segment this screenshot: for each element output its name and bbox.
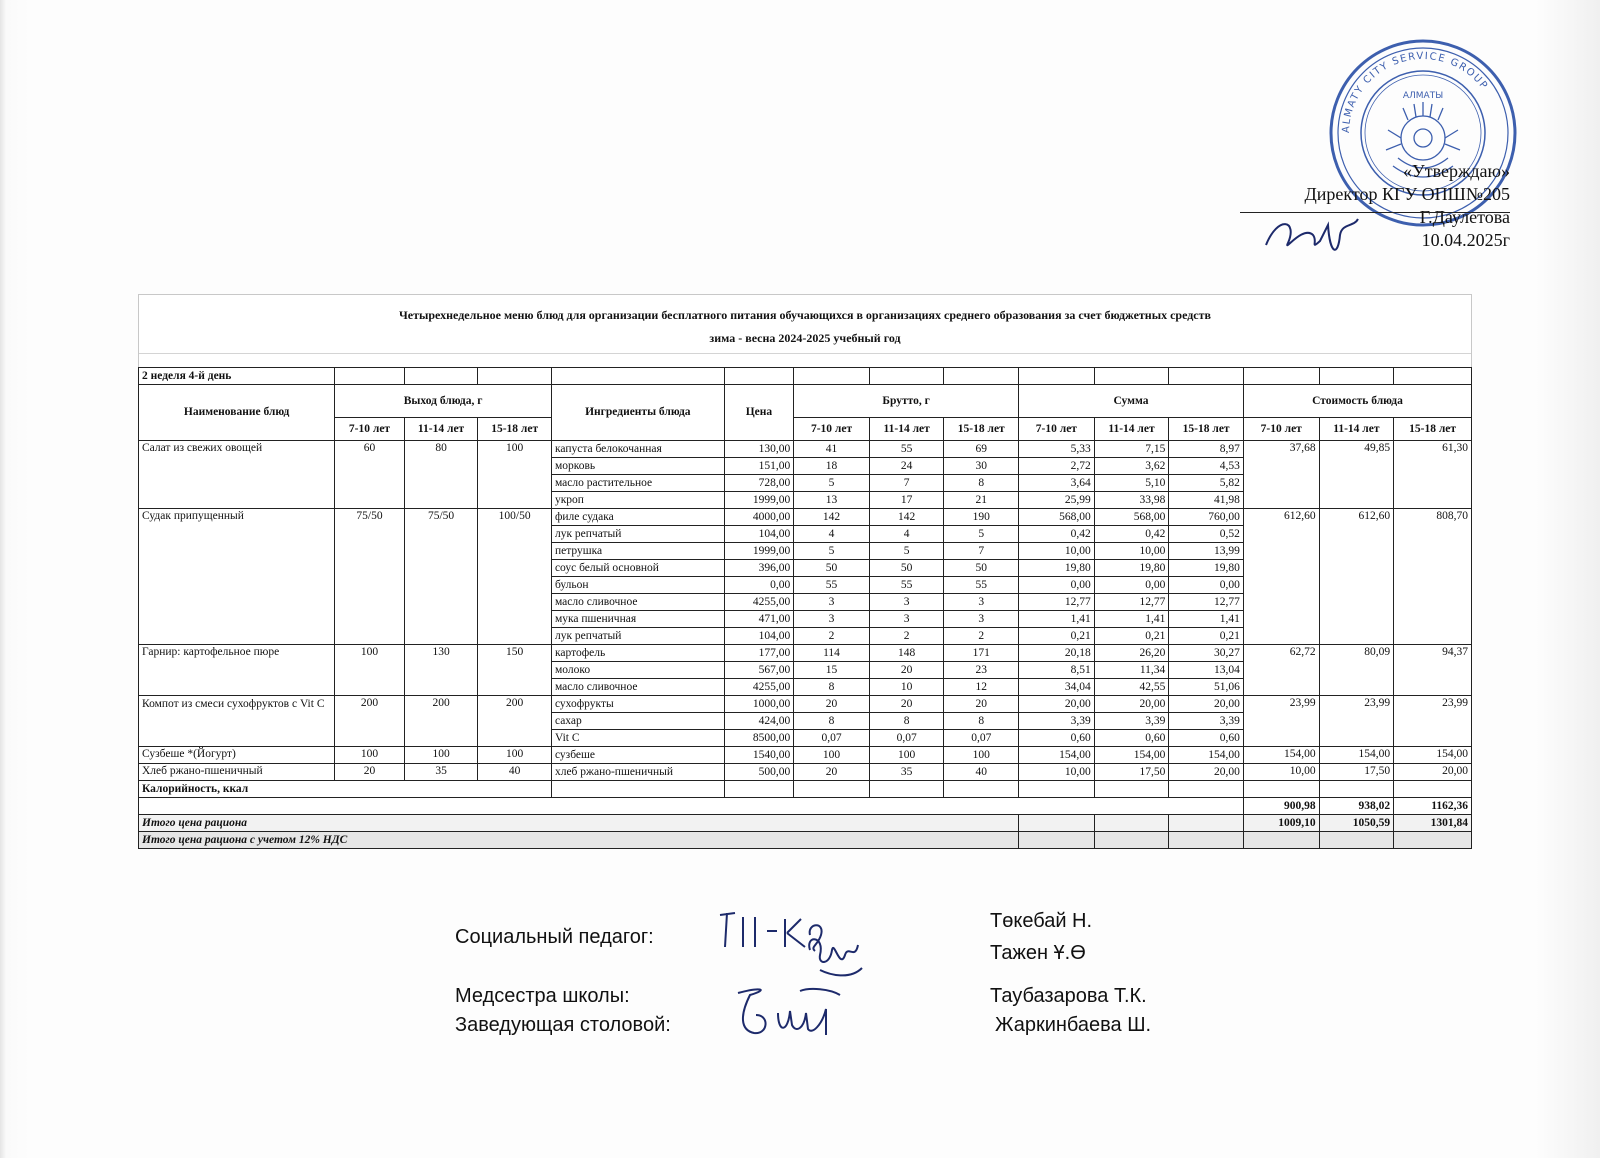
ingredient-sum: 5,10 xyxy=(1094,475,1169,492)
vat-label: Итого цена рациона с учетом 12% НДС xyxy=(139,832,1019,849)
dish-output: 100 xyxy=(478,747,552,764)
dish-output: 35 xyxy=(404,764,478,781)
ingredient-sum: 3,39 xyxy=(1094,713,1169,730)
ingredient-sum: 2,72 xyxy=(1019,458,1095,475)
age-header: 7-10 лет xyxy=(335,418,405,441)
dish-cost: 808,70 xyxy=(1394,509,1472,645)
ingredient-brutto: 18 xyxy=(794,458,870,475)
ingredient-sum: 0,42 xyxy=(1019,526,1095,543)
ingredient-brutto: 0,07 xyxy=(869,730,944,747)
ingredient-sum: 0,21 xyxy=(1094,628,1169,645)
ingredient-brutto: 21 xyxy=(944,492,1019,509)
ingredient-sum: 0,42 xyxy=(1094,526,1169,543)
total-label: Итого цена рациона xyxy=(139,815,1019,832)
ingredient-brutto: 8 xyxy=(944,475,1019,492)
ingredient-brutto: 35 xyxy=(869,764,944,781)
dish-cost: 612,60 xyxy=(1243,509,1319,645)
dish-cost: 154,00 xyxy=(1319,747,1394,764)
ingredient-brutto: 7 xyxy=(944,543,1019,560)
vat-value: 1050,59 xyxy=(1319,815,1394,832)
ingredient-name: соус белый основной xyxy=(551,560,724,577)
ingredient-sum: 25,99 xyxy=(1019,492,1095,509)
ingredient-brutto: 142 xyxy=(869,509,944,526)
day-label: 2 неделя 4-й день xyxy=(139,368,335,385)
total-row xyxy=(139,815,1472,832)
ingredient-sum: 3,39 xyxy=(1169,713,1244,730)
ingredient-sum: 568,00 xyxy=(1019,509,1095,526)
dish-name: Салат из свежих овощей xyxy=(139,441,335,509)
ingredient-name: морковь xyxy=(551,458,724,475)
age-header: 7-10 лет xyxy=(794,418,870,441)
ingredient-sum: 19,80 xyxy=(1094,560,1169,577)
dish-output: 60 xyxy=(335,441,405,509)
ingredient-brutto: 13 xyxy=(794,492,870,509)
ingredient-name: лук репчатый xyxy=(551,628,724,645)
ingredient-sum: 12,77 xyxy=(1019,594,1095,611)
dish-cost: 37,68 xyxy=(1243,441,1319,509)
ingredient-brutto: 20 xyxy=(944,696,1019,713)
ingredient-sum: 0,60 xyxy=(1019,730,1095,747)
ingredient-brutto: 100 xyxy=(794,747,870,764)
dish-output: 75/50 xyxy=(335,509,405,645)
ingredient-sum: 154,00 xyxy=(1094,747,1169,764)
ingredient-brutto: 5 xyxy=(794,543,870,560)
signer-name: Төкебай Н. xyxy=(990,910,1093,932)
ingredient-brutto: 20 xyxy=(869,662,944,679)
ingredient-brutto: 8 xyxy=(794,679,870,696)
header-row-2 xyxy=(139,418,1472,441)
dish-output: 100 xyxy=(404,747,478,764)
ingredient-brutto: 8 xyxy=(869,713,944,730)
ingredient-brutto: 4 xyxy=(869,526,944,543)
ingredient-price: 151,00 xyxy=(724,458,794,475)
dish-output: 150 xyxy=(478,645,552,696)
dish-output: 100 xyxy=(478,441,552,509)
ingredient-name: масло растительное xyxy=(551,475,724,492)
signer-role: Медсестра школы: xyxy=(455,985,630,1007)
ingredient-brutto: 3 xyxy=(869,594,944,611)
ingredient-name: мука пшеничная xyxy=(551,611,724,628)
ingredient-brutto: 55 xyxy=(794,577,870,594)
ingredient-price: 1540,00 xyxy=(724,747,794,764)
ingredient-brutto: 3 xyxy=(869,611,944,628)
ingredient-price: 424,00 xyxy=(724,713,794,730)
dish-output: 80 xyxy=(404,441,478,509)
ingredient-name: лук репчатый xyxy=(551,526,724,543)
ingredient-price: 4000,00 xyxy=(724,509,794,526)
ingredient-brutto: 40 xyxy=(944,764,1019,781)
ingredient-sum: 13,04 xyxy=(1169,662,1244,679)
ingredient-sum: 568,00 xyxy=(1094,509,1169,526)
ingredient-sum: 26,20 xyxy=(1094,645,1169,662)
signer-name: Таубазарова Т.К. xyxy=(990,985,1147,1007)
dish-output: 100/50 xyxy=(478,509,552,645)
ingredient-sum: 8,97 xyxy=(1169,441,1244,458)
age-header: 11-14 лет xyxy=(1319,418,1394,441)
dish-cost: 154,00 xyxy=(1243,747,1319,764)
ingredient-name: масло сливочное xyxy=(551,594,724,611)
ingredient-brutto: 3 xyxy=(794,611,870,628)
dish-output: 40 xyxy=(478,764,552,781)
age-header: 7-10 лет xyxy=(1019,418,1095,441)
ingredient-sum: 13,99 xyxy=(1169,543,1244,560)
header-output: Выход блюда, г xyxy=(335,385,552,418)
age-header: 15-18 лет xyxy=(944,418,1019,441)
ingredient-brutto: 50 xyxy=(794,560,870,577)
ingredient-brutto: 3 xyxy=(794,594,870,611)
ingredient-sum: 19,80 xyxy=(1169,560,1244,577)
ingredient-price: 130,00 xyxy=(724,441,794,458)
header-cost: Стоимость блюда xyxy=(1243,385,1471,418)
calories-row xyxy=(139,781,1472,798)
ingredient-sum: 11,34 xyxy=(1094,662,1169,679)
ingredient-sum: 5,82 xyxy=(1169,475,1244,492)
dish-output: 100 xyxy=(335,747,405,764)
ingredient-name: масло сливочное xyxy=(551,679,724,696)
title-grid xyxy=(139,353,1471,368)
ingredient-sum: 4,53 xyxy=(1169,458,1244,475)
blank-total-row xyxy=(139,798,1472,815)
ingredient-sum: 3,39 xyxy=(1019,713,1095,730)
ingredient-sum: 7,15 xyxy=(1094,441,1169,458)
dish-cost: 61,30 xyxy=(1394,441,1472,509)
header-brutto: Брутто, г xyxy=(794,385,1019,418)
ingredient-sum: 34,04 xyxy=(1019,679,1095,696)
seal-city-text: АЛМАТЫ xyxy=(1402,91,1444,101)
age-header: 15-18 лет xyxy=(1169,418,1244,441)
ingredient-sum: 154,00 xyxy=(1169,747,1244,764)
ingredient-row xyxy=(139,764,1472,781)
ingredient-brutto: 2 xyxy=(869,628,944,645)
ingredient-name: сухофрукты xyxy=(551,696,724,713)
ingredient-brutto: 5 xyxy=(794,475,870,492)
ingredient-name: бульон xyxy=(551,577,724,594)
dish-cost: 10,00 xyxy=(1243,764,1319,781)
ingredient-row xyxy=(139,509,1472,526)
handwritten-signature xyxy=(800,930,870,990)
ingredient-sum: 20,00 xyxy=(1019,696,1095,713)
ingredient-sum: 0,52 xyxy=(1169,526,1244,543)
total-value: 900,98 xyxy=(1243,798,1319,815)
ingredient-row xyxy=(139,441,1472,458)
ingredient-sum: 1,41 xyxy=(1169,611,1244,628)
header-ingredients: Ингредиенты блюда xyxy=(551,385,724,441)
ingredient-price: 4255,00 xyxy=(724,594,794,611)
ingredient-sum: 0,60 xyxy=(1169,730,1244,747)
ingredient-sum: 0,21 xyxy=(1169,628,1244,645)
ingredient-brutto: 12 xyxy=(944,679,1019,696)
ingredient-sum: 12,77 xyxy=(1094,594,1169,611)
total-value: 1162,36 xyxy=(1394,798,1472,815)
header-name: Наименование блюд xyxy=(139,385,335,441)
dish-output: 200 xyxy=(335,696,405,747)
dish-cost: 20,00 xyxy=(1394,764,1472,781)
ingredient-brutto: 30 xyxy=(944,458,1019,475)
ingredient-price: 4255,00 xyxy=(724,679,794,696)
ingredient-brutto: 2 xyxy=(944,628,1019,645)
ingredient-sum: 12,77 xyxy=(1169,594,1244,611)
vat-value: 1009,10 xyxy=(1243,815,1319,832)
ingredient-name: укроп xyxy=(551,492,724,509)
dish-output: 130 xyxy=(404,645,478,696)
ingredient-brutto: 2 xyxy=(794,628,870,645)
ingredient-sum: 51,06 xyxy=(1169,679,1244,696)
ingredient-sum: 760,00 xyxy=(1169,509,1244,526)
ingredient-brutto: 15 xyxy=(794,662,870,679)
menu-sheet xyxy=(138,294,1472,849)
ingredient-brutto: 8 xyxy=(794,713,870,730)
dish-cost: 23,99 xyxy=(1243,696,1319,747)
menu-title: Четырехнедельное меню блюд для организации бесплатного питания обучающихся в организациях среднего образования за счет бюджетных средств xyxy=(398,308,1212,322)
director-signature xyxy=(1258,205,1368,265)
ingredient-price: 728,00 xyxy=(724,475,794,492)
ingredient-sum: 8,51 xyxy=(1019,662,1095,679)
ingredient-brutto: 50 xyxy=(869,560,944,577)
ingredient-sum: 1,41 xyxy=(1019,611,1095,628)
ingredient-sum: 41,98 xyxy=(1169,492,1244,509)
ingredient-sum: 0,00 xyxy=(1019,577,1095,594)
ingredient-brutto: 5 xyxy=(944,526,1019,543)
dish-cost: 17,50 xyxy=(1319,764,1394,781)
age-header: 15-18 лет xyxy=(478,418,552,441)
ingredient-name: сузбеше xyxy=(551,747,724,764)
dish-output: 100 xyxy=(335,645,405,696)
ingredient-price: 104,00 xyxy=(724,526,794,543)
dish-cost: 23,99 xyxy=(1394,696,1472,747)
ingredient-brutto: 171 xyxy=(944,645,1019,662)
title-area xyxy=(138,294,1472,367)
ingredient-name: капуста белокочанная xyxy=(551,441,724,458)
ingredient-name: Vit C xyxy=(551,730,724,747)
ingredient-brutto: 55 xyxy=(869,441,944,458)
ingredient-sum: 5,33 xyxy=(1019,441,1095,458)
approval-position: Директор КГУ ОПШ№205 xyxy=(1304,184,1510,204)
dish-cost: 23,99 xyxy=(1319,696,1394,747)
signer-role: Заведующая столовой: xyxy=(455,1014,671,1036)
vat-value: 1301,84 xyxy=(1394,815,1472,832)
ingredient-price: 0,00 xyxy=(724,577,794,594)
ingredient-price: 396,00 xyxy=(724,560,794,577)
ingredient-sum: 0,00 xyxy=(1094,577,1169,594)
ingredient-sum: 33,98 xyxy=(1094,492,1169,509)
ingredient-brutto: 55 xyxy=(869,577,944,594)
dish-output: 200 xyxy=(478,696,552,747)
ingredient-sum: 17,50 xyxy=(1094,764,1169,781)
ingredient-sum: 10,00 xyxy=(1094,543,1169,560)
dish-cost: 62,72 xyxy=(1243,645,1319,696)
ingredient-sum: 0,60 xyxy=(1094,730,1169,747)
ingredient-brutto: 23 xyxy=(944,662,1019,679)
ingredient-brutto: 55 xyxy=(944,577,1019,594)
ingredient-brutto: 3 xyxy=(944,594,1019,611)
menu-subtitle: зима - весна 2024-2025 учебный год xyxy=(709,331,901,345)
age-header: 15-18 лет xyxy=(1394,418,1472,441)
ingredient-price: 8500,00 xyxy=(724,730,794,747)
dish-name: Судак припущенный xyxy=(139,509,335,645)
dish-name: Сузбеше *(Йогурт) xyxy=(139,747,335,764)
ingredient-price: 177,00 xyxy=(724,645,794,662)
header-sum: Сумма xyxy=(1019,385,1244,418)
approval-date: 10.04.2025г xyxy=(1421,230,1510,250)
ingredient-sum: 19,80 xyxy=(1019,560,1095,577)
age-header: 7-10 лет xyxy=(1243,418,1319,441)
dish-cost: 612,60 xyxy=(1319,509,1394,645)
ingredient-row xyxy=(139,645,1472,662)
ingredient-brutto: 142 xyxy=(794,509,870,526)
ingredient-sum: 20,00 xyxy=(1094,696,1169,713)
ingredient-name: хлеб ржано-пшеничный xyxy=(551,764,724,781)
ingredient-brutto: 20 xyxy=(794,764,870,781)
ingredient-sum: 10,00 xyxy=(1019,764,1095,781)
signer-name: Тажен Ұ.Ө xyxy=(990,942,1086,964)
signer-role: Социальный педагог: xyxy=(455,926,654,948)
ingredient-name: филе судака xyxy=(551,509,724,526)
ingredient-price: 1999,00 xyxy=(724,492,794,509)
ingredient-sum: 20,00 xyxy=(1169,696,1244,713)
ingredient-brutto: 50 xyxy=(944,560,1019,577)
ingredient-brutto: 4 xyxy=(794,526,870,543)
ingredient-sum: 154,00 xyxy=(1019,747,1095,764)
ingredient-brutto: 24 xyxy=(869,458,944,475)
calories-label: Калорийность, ккал xyxy=(139,781,552,798)
ingredient-brutto: 0,07 xyxy=(794,730,870,747)
ingredient-price: 1999,00 xyxy=(724,543,794,560)
ingredient-sum: 30,27 xyxy=(1169,645,1244,662)
ingredient-brutto: 20 xyxy=(794,696,870,713)
ingredient-sum: 3,64 xyxy=(1019,475,1095,492)
total-value: 938,02 xyxy=(1319,798,1394,815)
dish-cost: 94,37 xyxy=(1394,645,1472,696)
age-header: 11-14 лет xyxy=(1094,418,1169,441)
dish-name: Гарнир: картофельное пюре xyxy=(139,645,335,696)
header-price: Цена xyxy=(724,385,794,441)
ingredient-brutto: 0,07 xyxy=(944,730,1019,747)
dish-name: Компот из смеси сухофруктов с Vit C xyxy=(139,696,335,747)
ingredient-brutto: 8 xyxy=(944,713,1019,730)
approval-title: «Утверждаю» xyxy=(1402,161,1510,181)
ingredient-sum: 1,41 xyxy=(1094,611,1169,628)
ingredient-price: 500,00 xyxy=(724,764,794,781)
ingredient-brutto: 3 xyxy=(944,611,1019,628)
ingredient-name: сахар xyxy=(551,713,724,730)
ingredient-brutto: 20 xyxy=(869,696,944,713)
ingredient-brutto: 148 xyxy=(869,645,944,662)
dish-output: 75/50 xyxy=(404,509,478,645)
approval-name: Г.Даулетова xyxy=(1419,207,1510,227)
ingredient-price: 567,00 xyxy=(724,662,794,679)
menu-table xyxy=(138,367,1472,849)
ingredient-price: 471,00 xyxy=(724,611,794,628)
day-label-row xyxy=(139,368,1472,385)
ingredient-sum: 0,00 xyxy=(1169,577,1244,594)
ingredient-sum: 3,62 xyxy=(1094,458,1169,475)
ingredient-sum: 42,55 xyxy=(1094,679,1169,696)
ingredient-name: молоко xyxy=(551,662,724,679)
age-header: 11-14 лет xyxy=(869,418,944,441)
dish-cost: 49,85 xyxy=(1319,441,1394,509)
ingredient-row xyxy=(139,747,1472,764)
dish-name: Хлеб ржано-пшеничный xyxy=(139,764,335,781)
header-row-1 xyxy=(139,385,1472,418)
signer-name: Жаркинбаева Ш. xyxy=(995,1014,1152,1036)
dish-output: 200 xyxy=(404,696,478,747)
ingredient-sum: 20,18 xyxy=(1019,645,1095,662)
ingredient-sum: 10,00 xyxy=(1019,543,1095,560)
ingredient-name: картофель xyxy=(551,645,724,662)
ingredient-name: петрушка xyxy=(551,543,724,560)
ingredient-brutto: 10 xyxy=(869,679,944,696)
ingredient-price: 104,00 xyxy=(724,628,794,645)
dish-output: 20 xyxy=(335,764,405,781)
ingredient-brutto: 190 xyxy=(944,509,1019,526)
ingredient-sum: 20,00 xyxy=(1169,764,1244,781)
ingredient-brutto: 114 xyxy=(794,645,870,662)
ingredient-brutto: 17 xyxy=(869,492,944,509)
vat-row xyxy=(139,832,1472,849)
ingredient-brutto: 100 xyxy=(869,747,944,764)
ingredient-brutto: 69 xyxy=(944,441,1019,458)
dish-cost: 80,09 xyxy=(1319,645,1394,696)
ingredient-price: 1000,00 xyxy=(724,696,794,713)
handwritten-signature xyxy=(730,985,845,1043)
ingredient-brutto: 5 xyxy=(869,543,944,560)
ingredient-sum: 0,21 xyxy=(1019,628,1095,645)
ingredient-row xyxy=(139,696,1472,713)
seal-ring-text: ALMATY CITY SERVICE GROUP xyxy=(1340,50,1490,134)
ingredient-brutto: 41 xyxy=(794,441,870,458)
dish-cost: 154,00 xyxy=(1394,747,1472,764)
age-header: 11-14 лет xyxy=(404,418,478,441)
ingredient-brutto: 7 xyxy=(869,475,944,492)
ingredient-brutto: 100 xyxy=(944,747,1019,764)
